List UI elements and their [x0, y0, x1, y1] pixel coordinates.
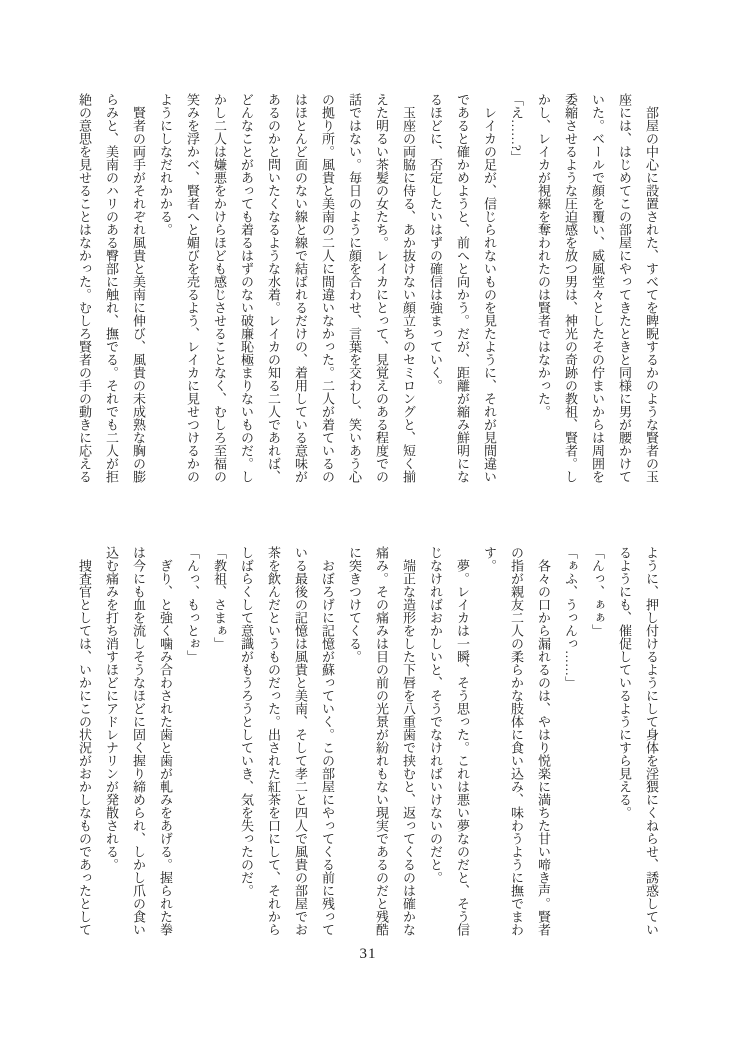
paragraph: 「教祖、さまぁ」: [212, 546, 227, 650]
paragraph: ように、押し付けるようにして身体を淫猥にくねらせ、誘惑しているようにも、催促しているようにすら見える。: [617, 546, 659, 936]
page-number: 31: [359, 946, 377, 962]
paragraph: 各々の口から漏れるのは、やはり悦楽に満ちた甘い啼き声。賢者の指が親友二人の柔らかな肢体に食い込み、味わうように撫でまわす。: [482, 546, 551, 936]
paragraph: 「んっ、もっとぉ」: [185, 546, 200, 663]
paragraph: 捜査官としては、いかにこの状況がおかしなものであったとして: [77, 559, 92, 936]
paragraph: レイカの足が、信じられないものを見たように、それが見間違いであると確かめようと、前へと向かう。だが、距離が縮み鮮明になるほどに、否定したいはずの確信は強まっていく。: [428, 93, 497, 483]
paragraph: 「ぁふ、うっんっ……」: [563, 546, 578, 689]
paragraph: おぼろげに記憶が蘇っていく。この部屋にやってくる前に残っている最後の記憶は風貴と美南、そして孝二と四人で風貴の部屋でお茶を飲んだというものだった。出された紅茶を口にして、それからしばらくして意識がもうろうとしていき、気を失ったのだ。: [239, 546, 335, 936]
text-section-lower: [71, 546, 665, 938]
paragraph: ぎり、と強く噛み合わされた歯と歯が軋みをあげる。握られた拳は今にも血を流しそうなほどに固く握り締められ、しかし爪の食い込む痛みを打ち消すほどにアドレナリンが発散される。: [104, 546, 173, 936]
paragraph: 端正な造形をした下唇を八重歯で挟むと、返ってくるのは確かな痛み。その痛みは目の前の光景が紛れもない現実であるのだと残酷に突きつけてくる。: [347, 546, 416, 936]
text-section-upper: [71, 93, 665, 485]
paragraph: 賢者の両手がそれぞれ風貴と美南に伸び、風貴の未成熟な胸の膨らみと、美南のハリのある臀部に触れ、撫でる。それでも二人が拒絶の意思を見せることはなかった。むしろ賢者の手の動きに応える: [77, 93, 146, 483]
paragraph: 「んっ、ぁぁ」: [590, 546, 605, 637]
paragraph: 玉座の両脇に侍る、あか抜けない顔立ちのセミロングと、短く揃えた明るい茶髪の女たち。レイカにとって、見覚えのある程度での話ではない。毎日のように顔を合わせ、言葉を交わし、笑いあう心の拠り所。風貴と美南の二人に間違いなかった。二人が着ているのはほとんど面のない線と線で結ばれるだけの、着用している意味があるのかと問いたくなるような水着。レイカの知る二人であれば、どんなことがあっても着るはずのない破廉恥極まりないものだ。しかし二人は嫌悪をかけらほども感じさせることなく、むしろ至福の笑みを浮かべ、賢者へと媚びを売るよう、レイカに見せつけるかのようにしなだれかかる。: [158, 93, 416, 483]
paragraph: 夢。レイカは一瞬、そう思った。これは悪い夢なのだと、そう信じなければおかしいと、そうでなければいけないのだと。: [428, 546, 470, 936]
paragraph: 「え……?」: [509, 93, 524, 164]
paragraph: 部屋の中心に設置された、すべてを睥睨するかのような賢者の玉座には、はじめてこの部屋にやってきたときと同様に男が腰かけていた。ベールで顔を覆い、威風堂々としたその佇まいからは周囲を委縮させるような圧迫感を放つ男は、神光の奇跡の教祖、賢者。しかし、レイカが視線を奪われたのは賢者ではなかった。: [536, 93, 659, 483]
